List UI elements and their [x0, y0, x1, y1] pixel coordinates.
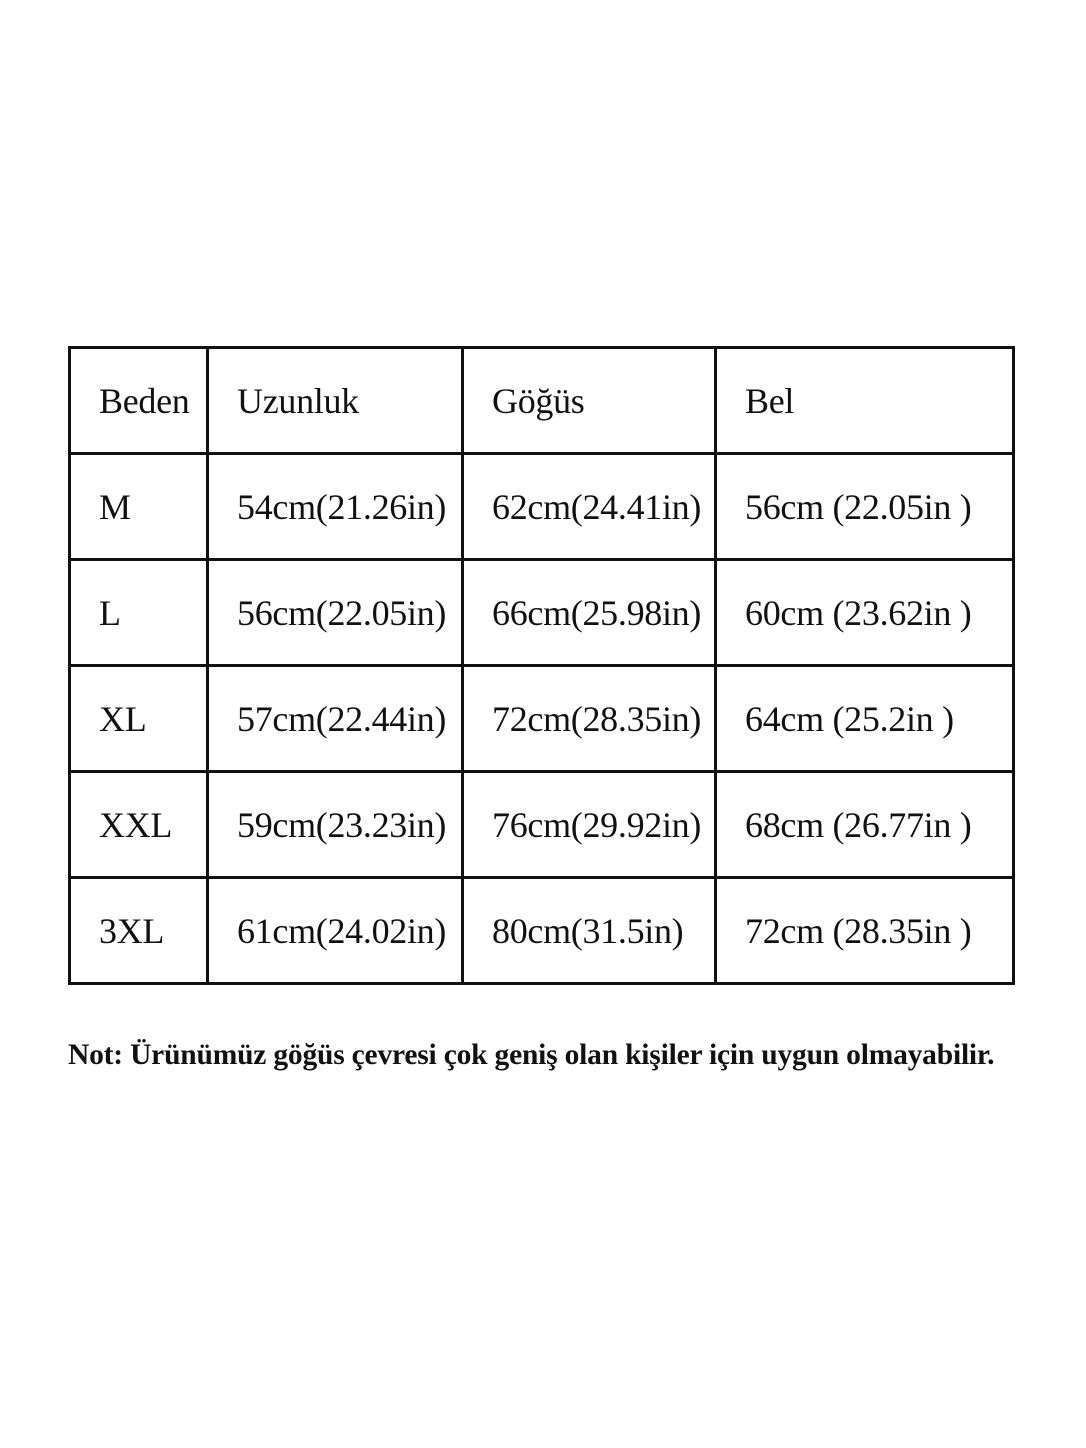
size-chart-table — [68, 346, 1015, 985]
header-bel: Bel — [716, 348, 1014, 454]
cell-uzunluk: 57cm(22.44in) — [208, 666, 463, 772]
table-row — [70, 772, 1014, 878]
table-row — [70, 878, 1014, 984]
cell-gogus: 76cm(29.92in) — [463, 772, 716, 878]
cell-uzunluk: 59cm(23.23in) — [208, 772, 463, 878]
table-row — [70, 666, 1014, 772]
header-beden: Beden — [70, 348, 208, 454]
cell-bel: 68cm (26.77in ) — [716, 772, 1014, 878]
cell-size: 3XL — [70, 878, 208, 984]
cell-gogus: 80cm(31.5in) — [463, 878, 716, 984]
header-uzunluk: Uzunluk — [208, 348, 463, 454]
cell-gogus: 66cm(25.98in) — [463, 560, 716, 666]
cell-bel: 64cm (25.2in ) — [716, 666, 1014, 772]
cell-bel: 56cm (22.05in ) — [716, 454, 1014, 560]
cell-gogus: 72cm(28.35in) — [463, 666, 716, 772]
header-gogus: Göğüs — [463, 348, 716, 454]
cell-size: XL — [70, 666, 208, 772]
cell-bel: 72cm (28.35in ) — [716, 878, 1014, 984]
sizing-note: Not: Ürünümüz göğüs çevresi çok geniş olan kişiler için uygun olmayabilir. — [68, 1039, 995, 1071]
table-row — [70, 454, 1014, 560]
cell-size: M — [70, 454, 208, 560]
cell-gogus: 62cm(24.41in) — [463, 454, 716, 560]
cell-size: XXL — [70, 772, 208, 878]
table-row — [70, 560, 1014, 666]
cell-size: L — [70, 560, 208, 666]
cell-uzunluk: 61cm(24.02in) — [208, 878, 463, 984]
table-header-row — [70, 348, 1014, 454]
cell-uzunluk: 56cm(22.05in) — [208, 560, 463, 666]
cell-bel: 60cm (23.62in ) — [716, 560, 1014, 666]
cell-uzunluk: 54cm(21.26in) — [208, 454, 463, 560]
